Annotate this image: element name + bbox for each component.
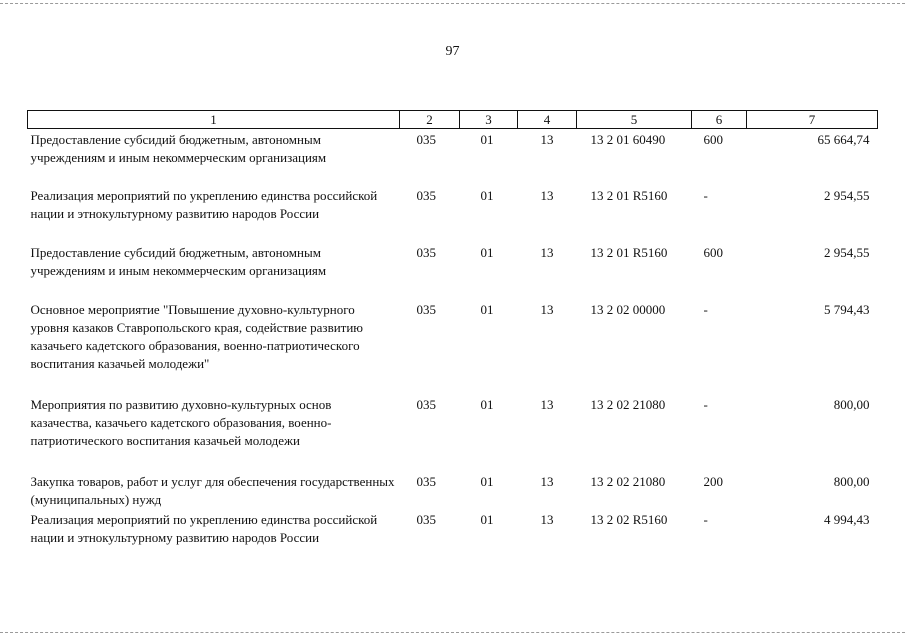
row-section: 01 xyxy=(480,187,494,203)
row-name: Мероприятия по развитию духовно-культурных основ казачества, казачьего кадетского образования, военно-патриотического воспитания казачьей молодежи xyxy=(30,396,332,448)
row-name: Предоставление субсидий бюджетным, автономным учреждениям и иным некоммерческим организациям xyxy=(30,132,327,165)
row-name: Реализация мероприятий по укреплению единства российской нации и этнокультурному развитию народов России xyxy=(30,511,378,545)
row-target: 13 2 02 21080 xyxy=(590,473,666,489)
row-expense-type: 200 xyxy=(703,473,723,489)
row-amount: 2 954,55 xyxy=(824,187,870,203)
row-code: 035 xyxy=(416,511,436,527)
row-amount: 65 664,74 xyxy=(817,132,870,147)
row-target: 13 2 01 R5160 xyxy=(590,187,668,203)
row-name: Основное мероприятие "Повышение духовно-культурного уровня казаков Ставропольского края, содействие развитию казачьего кадетского образования, военно-патриотического воспитания казачьей молодежи" xyxy=(30,301,364,371)
row-code: 035 xyxy=(416,244,436,260)
row-amount: 2 954,55 xyxy=(824,244,870,260)
row-expense-type: - xyxy=(703,511,708,527)
table-row xyxy=(28,471,878,509)
row-section: 01 xyxy=(480,511,494,527)
table-row xyxy=(28,185,878,242)
page-number: 97 xyxy=(445,44,460,59)
row-target: 13 2 02 R5160 xyxy=(590,511,668,527)
row-subsection: 13 xyxy=(540,244,554,260)
table-row xyxy=(28,242,878,299)
row-section: 01 xyxy=(480,244,494,260)
row-code: 035 xyxy=(416,396,436,412)
row-subsection: 13 xyxy=(540,396,554,412)
header-cell-5: 5 xyxy=(577,111,692,129)
row-target: 13 2 02 00000 xyxy=(590,301,666,317)
row-name: Закупка товаров, работ и услуг для обеспечения государственных (муниципальных) нужд xyxy=(30,473,395,507)
table-row xyxy=(28,394,878,471)
row-subsection: 13 xyxy=(540,301,554,317)
row-section: 01 xyxy=(480,396,494,412)
row-code: 035 xyxy=(416,301,436,317)
row-amount: 800,00 xyxy=(833,396,870,412)
table-row xyxy=(28,509,878,565)
row-name: Реализация мероприятий по укреплению единства российской нации и этнокультурному развитию народов России xyxy=(30,187,378,221)
row-expense-type: - xyxy=(703,187,708,203)
row-subsection: 13 xyxy=(540,511,554,527)
row-expense-type: 600 xyxy=(703,132,723,147)
header-cell-2: 2 xyxy=(400,111,460,129)
row-subsection: 13 xyxy=(540,132,554,147)
budget-table xyxy=(27,110,878,565)
row-section: 01 xyxy=(480,301,494,317)
row-amount: 5 794,43 xyxy=(824,301,870,317)
row-subsection: 13 xyxy=(540,473,554,489)
row-code: 035 xyxy=(416,187,436,203)
row-subsection: 13 xyxy=(540,187,554,203)
row-amount: 4 994,43 xyxy=(824,511,870,527)
header-cell-7: 7 xyxy=(747,111,878,129)
scan-edge-bottom xyxy=(0,632,905,633)
scan-edge-top xyxy=(0,3,905,4)
row-amount: 800,00 xyxy=(833,473,870,489)
header-cell-4: 4 xyxy=(518,111,577,129)
table-row xyxy=(28,129,878,185)
header-cell-3: 3 xyxy=(460,111,518,129)
row-section: 01 xyxy=(480,132,494,147)
header-row xyxy=(28,111,878,129)
row-expense-type: - xyxy=(703,396,708,412)
row-target: 13 2 01 60490 xyxy=(590,132,666,147)
row-name: Предоставление субсидий бюджетным, автономным учреждениям и иным некоммерческим организациям xyxy=(30,244,327,278)
header-cell-6: 6 xyxy=(692,111,747,129)
row-code: 035 xyxy=(416,473,436,489)
row-target: 13 2 02 21080 xyxy=(590,396,666,412)
row-code: 035 xyxy=(416,132,436,147)
row-expense-type: 600 xyxy=(703,244,723,260)
row-expense-type: - xyxy=(703,301,708,317)
row-target: 13 2 01 R5160 xyxy=(590,244,668,260)
row-section: 01 xyxy=(480,473,494,489)
header-cell-1: 1 xyxy=(28,111,400,129)
table-row xyxy=(28,299,878,394)
